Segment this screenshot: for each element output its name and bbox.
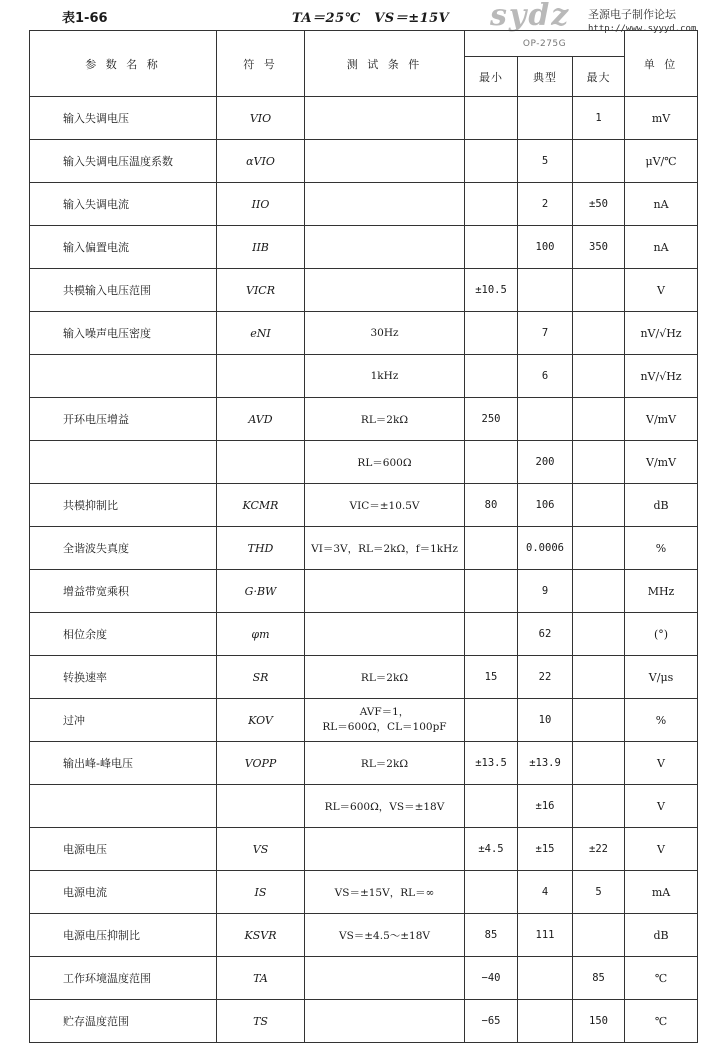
header-min: 最小 [465, 57, 518, 97]
value-max [573, 355, 625, 398]
value-typ: 5 [518, 140, 573, 183]
value-typ: 10 [518, 699, 573, 742]
unit: % [625, 527, 698, 570]
param-symbol: αVIO [217, 140, 305, 183]
param-name: 电源电流 [30, 871, 217, 914]
header-symbol: 符 号 [217, 31, 305, 97]
table-row [30, 914, 698, 957]
value-typ [518, 97, 573, 140]
unit: nA [625, 183, 698, 226]
test-condition [305, 226, 465, 269]
value-min: −65 [465, 1000, 518, 1043]
param-name: 输入噪声电压密度 [30, 312, 217, 355]
table-row [30, 957, 698, 1000]
param-symbol: IS [217, 871, 305, 914]
test-condition [305, 269, 465, 312]
value-min: 85 [465, 914, 518, 957]
param-name: 过冲 [30, 699, 217, 742]
watermark-url: http://www.syyyd.com [588, 24, 697, 34]
param-symbol: φm [217, 613, 305, 656]
value-typ [518, 957, 573, 1000]
test-condition: RL＝600Ω [305, 441, 465, 484]
unit: dB [625, 914, 698, 957]
header-typ: 典型 [518, 57, 573, 97]
table-row [30, 871, 698, 914]
value-max: ±22 [573, 828, 625, 871]
param-symbol: KSVR [217, 914, 305, 957]
header-param: 参 数 名 称 [30, 31, 217, 97]
test-condition-line2: RL＝600Ω，CL＝100pF [322, 721, 447, 733]
param-name: 共模输入电压范围 [30, 269, 217, 312]
header-condition: 测 试 条 件 [305, 31, 465, 97]
param-name: 输出峰-峰电压 [30, 742, 217, 785]
param-symbol: G·BW [217, 570, 305, 613]
table-row [30, 1000, 698, 1043]
value-min [465, 140, 518, 183]
value-min [465, 613, 518, 656]
test-condition: RL＝2kΩ [305, 656, 465, 699]
table-row [30, 226, 698, 269]
value-typ: ±16 [518, 785, 573, 828]
unit: V/μs [625, 656, 698, 699]
test-condition: VI＝3V，RL＝2kΩ，f＝1kHz [305, 527, 465, 570]
table-row [30, 484, 698, 527]
param-symbol: TA [217, 957, 305, 1000]
value-min: ±4.5 [465, 828, 518, 871]
watermark-logo: sydz [490, 0, 571, 33]
value-max [573, 527, 625, 570]
value-typ: ±13.9 [518, 742, 573, 785]
test-condition [305, 570, 465, 613]
value-min: 80 [465, 484, 518, 527]
table-row [30, 699, 698, 742]
param-name: 输入偏置电流 [30, 226, 217, 269]
value-min: 15 [465, 656, 518, 699]
param-name: 输入失调电压 [30, 97, 217, 140]
table-row [30, 527, 698, 570]
value-min: ±13.5 [465, 742, 518, 785]
param-symbol: KCMR [217, 484, 305, 527]
param-symbol: THD [217, 527, 305, 570]
table-header [30, 31, 698, 97]
value-max [573, 656, 625, 699]
table-row [30, 656, 698, 699]
unit: V [625, 269, 698, 312]
unit: nA [625, 226, 698, 269]
param-symbol: VIO [217, 97, 305, 140]
test-condition [305, 1000, 465, 1043]
test-condition: 30Hz [305, 312, 465, 355]
param-name: 转换速率 [30, 656, 217, 699]
unit: % [625, 699, 698, 742]
test-conditions: TA＝25℃ VS＝±15V [292, 11, 450, 26]
unit: ℃ [625, 957, 698, 1000]
table-row [30, 398, 698, 441]
value-typ: 4 [518, 871, 573, 914]
value-typ: 0.0006 [518, 527, 573, 570]
table-row [30, 570, 698, 613]
value-min [465, 570, 518, 613]
value-min: ±10.5 [465, 269, 518, 312]
value-max: 1 [573, 97, 625, 140]
value-min [465, 871, 518, 914]
param-name [30, 355, 217, 398]
value-typ: 100 [518, 226, 573, 269]
unit: MHz [625, 570, 698, 613]
value-max [573, 785, 625, 828]
unit: dB [625, 484, 698, 527]
param-name: 工作环境温度范围 [30, 957, 217, 1000]
spec-table [29, 30, 698, 1043]
value-min [465, 97, 518, 140]
table-row [30, 355, 698, 398]
table-row [30, 312, 698, 355]
value-typ: 62 [518, 613, 573, 656]
param-symbol: AVD [217, 398, 305, 441]
test-condition-line1: AVF＝1， [359, 706, 410, 718]
param-symbol: SR [217, 656, 305, 699]
param-name: 全谐波失真度 [30, 527, 217, 570]
value-typ: ±15 [518, 828, 573, 871]
param-symbol [217, 785, 305, 828]
unit: nV/√Hz [625, 312, 698, 355]
test-condition [305, 828, 465, 871]
test-condition: VS＝±4.5～±18V [305, 914, 465, 957]
unit: (°) [625, 613, 698, 656]
table-row [30, 742, 698, 785]
value-max: 85 [573, 957, 625, 1000]
value-min [465, 785, 518, 828]
table-row [30, 613, 698, 656]
test-condition: 1kHz [305, 355, 465, 398]
value-max: 350 [573, 226, 625, 269]
value-max [573, 484, 625, 527]
param-name: 电源电压 [30, 828, 217, 871]
value-max [573, 613, 625, 656]
value-max: 5 [573, 871, 625, 914]
value-typ: 6 [518, 355, 573, 398]
param-symbol: VS [217, 828, 305, 871]
param-name: 共模抑制比 [30, 484, 217, 527]
value-max [573, 742, 625, 785]
test-condition: RL＝2kΩ [305, 398, 465, 441]
param-symbol: eNI [217, 312, 305, 355]
header-model: OP-275G [465, 31, 625, 57]
value-min [465, 699, 518, 742]
value-min [465, 355, 518, 398]
value-max [573, 398, 625, 441]
table-row [30, 183, 698, 226]
param-name: 相位余度 [30, 613, 217, 656]
value-min [465, 312, 518, 355]
value-typ: 111 [518, 914, 573, 957]
table-row [30, 97, 698, 140]
value-min: −40 [465, 957, 518, 1000]
param-symbol: IIO [217, 183, 305, 226]
value-typ: 200 [518, 441, 573, 484]
value-max [573, 269, 625, 312]
value-typ: 22 [518, 656, 573, 699]
test-condition [305, 183, 465, 226]
test-condition: RL＝600Ω，VS＝±18V [305, 785, 465, 828]
param-symbol [217, 441, 305, 484]
test-condition [305, 699, 465, 742]
value-typ: 7 [518, 312, 573, 355]
watermark-site-name: 圣源电子制作论坛 [588, 8, 676, 21]
unit: V [625, 828, 698, 871]
header-unit: 单 位 [625, 31, 698, 97]
value-max: ±50 [573, 183, 625, 226]
unit: μV/℃ [625, 140, 698, 183]
param-symbol: VOPP [217, 742, 305, 785]
test-condition [305, 97, 465, 140]
unit: V/mV [625, 441, 698, 484]
value-min [465, 183, 518, 226]
table-row [30, 269, 698, 312]
param-symbol: VICR [217, 269, 305, 312]
param-symbol: KOV [217, 699, 305, 742]
test-condition [305, 140, 465, 183]
value-max [573, 312, 625, 355]
table-row [30, 140, 698, 183]
table-row [30, 785, 698, 828]
value-min [465, 527, 518, 570]
value-min [465, 226, 518, 269]
value-typ: 106 [518, 484, 573, 527]
unit: V [625, 742, 698, 785]
param-name: 开环电压增益 [30, 398, 217, 441]
test-condition: RL＝2kΩ [305, 742, 465, 785]
param-name: 增益带宽乘积 [30, 570, 217, 613]
value-max [573, 699, 625, 742]
unit: V/mV [625, 398, 698, 441]
value-min [465, 441, 518, 484]
value-max [573, 570, 625, 613]
param-name: 电源电压抑制比 [30, 914, 217, 957]
table-row [30, 828, 698, 871]
header-max: 最大 [573, 57, 625, 97]
param-name: 输入失调电流 [30, 183, 217, 226]
table-row [30, 441, 698, 484]
unit: V [625, 785, 698, 828]
unit: nV/√Hz [625, 355, 698, 398]
test-condition: VS＝±15V，RL＝∞ [305, 871, 465, 914]
param-symbol [217, 355, 305, 398]
value-typ [518, 398, 573, 441]
test-condition [305, 613, 465, 656]
param-symbol: TS [217, 1000, 305, 1043]
value-max [573, 140, 625, 183]
value-max [573, 914, 625, 957]
value-typ [518, 269, 573, 312]
param-name [30, 441, 217, 484]
test-condition: VIC＝±10.5V [305, 484, 465, 527]
value-min: 250 [465, 398, 518, 441]
param-name [30, 785, 217, 828]
value-max: 150 [573, 1000, 625, 1043]
value-typ: 2 [518, 183, 573, 226]
param-name: 贮存温度范围 [30, 1000, 217, 1043]
param-symbol: IIB [217, 226, 305, 269]
value-typ [518, 1000, 573, 1043]
unit: ℃ [625, 1000, 698, 1043]
value-max [573, 441, 625, 484]
unit: mV [625, 97, 698, 140]
unit: mA [625, 871, 698, 914]
param-name: 输入失调电压温度系数 [30, 140, 217, 183]
table-number: 表1-66 [62, 11, 108, 26]
table-body [30, 97, 698, 1043]
test-condition [305, 957, 465, 1000]
value-typ: 9 [518, 570, 573, 613]
